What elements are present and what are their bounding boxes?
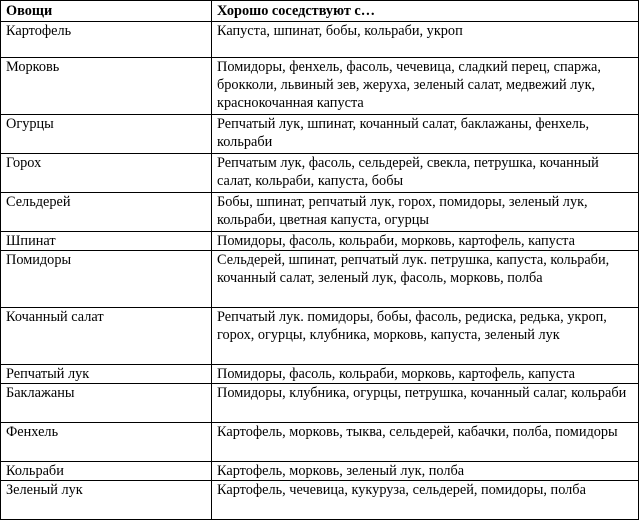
- vegetable-cell: Кольраби: [1, 462, 212, 481]
- companions-cell: Картофель, морковь, зеленый лук, полба: [212, 462, 639, 481]
- companions-cell: Картофель, чечевица, кукуруза, сельдерей, помидоры, полба: [212, 481, 639, 520]
- table-row: [1, 308, 639, 365]
- table-row: [1, 22, 639, 58]
- vegetable-cell: Помидоры: [1, 251, 212, 308]
- companions-cell: Помидоры, фасоль, кольраби, морковь, картофель, капуста: [212, 365, 639, 384]
- table-row: [1, 423, 639, 462]
- vegetable-cell: Картофель: [1, 22, 212, 58]
- companions-cell: Бобы, шпинат, репчатый лук, горох, помидоры, зеленый лук, кольраби, цветная капуста, огурцы: [212, 193, 639, 232]
- vegetable-cell: Кочанный салат: [1, 308, 212, 365]
- table-row: [1, 384, 639, 423]
- column-header-vegetable: Овощи: [1, 1, 212, 22]
- companions-cell: Репчатый лук, шпинат, кочанный салат, баклажаны, фенхель, кольраби: [212, 115, 639, 154]
- table-row: [1, 481, 639, 520]
- vegetable-cell: Баклажаны: [1, 384, 212, 423]
- vegetable-cell: Огурцы: [1, 115, 212, 154]
- companions-cell: Репчатым лук, фасоль, сельдерей, свекла, петрушка, кочанный салат, кольраби, капуста, бобы: [212, 154, 639, 193]
- table-row: [1, 193, 639, 232]
- vegetable-cell: Репчатый лук: [1, 365, 212, 384]
- table-row: [1, 232, 639, 251]
- column-header-companions: Хорошо соседствуют с…: [212, 1, 639, 22]
- companions-cell: Репчатый лук. помидоры, бобы, фасоль, редиска, редька, укроп, горох, огурцы, клубника, морковь, капуста, зеленый лук: [212, 308, 639, 365]
- vegetable-cell: Сельдерей: [1, 193, 212, 232]
- table-row: [1, 251, 639, 308]
- table-row: [1, 58, 639, 115]
- vegetable-cell: Зеленый лук: [1, 481, 212, 520]
- table-row: [1, 115, 639, 154]
- vegetable-cell: Шпинат: [1, 232, 212, 251]
- companions-cell: Помидоры, клубника, огурцы, петрушка, кочанный салаг, кольраби: [212, 384, 639, 423]
- companions-cell: Помидоры, фасоль, кольраби, морковь, картофель, капуста: [212, 232, 639, 251]
- companions-cell: Сельдерей, шпинат, репчатый лук. петрушка, капуста, кольраби, кочанный салат, зеленый лук, фасоль, морковь, полба: [212, 251, 639, 308]
- companions-cell: Помидоры, фенхель, фасоль, чечевица, сладкий перец, спаржа, брокколи, львиный зев, жеруха, зеленый салат, медвежий лук, краснокочанная капуста: [212, 58, 639, 115]
- table-header-row: [1, 1, 639, 22]
- vegetable-cell: Фенхель: [1, 423, 212, 462]
- table-row: [1, 462, 639, 481]
- table-row: [1, 365, 639, 384]
- vegetable-cell: Морковь: [1, 58, 212, 115]
- vegetable-cell: Горох: [1, 154, 212, 193]
- companions-cell: Капуста, шпинат, бобы, кольраби, укроп: [212, 22, 639, 58]
- companions-cell: Картофель, морковь, тыква, сельдерей, кабачки, полба, помидоры: [212, 423, 639, 462]
- table-row: [1, 154, 639, 193]
